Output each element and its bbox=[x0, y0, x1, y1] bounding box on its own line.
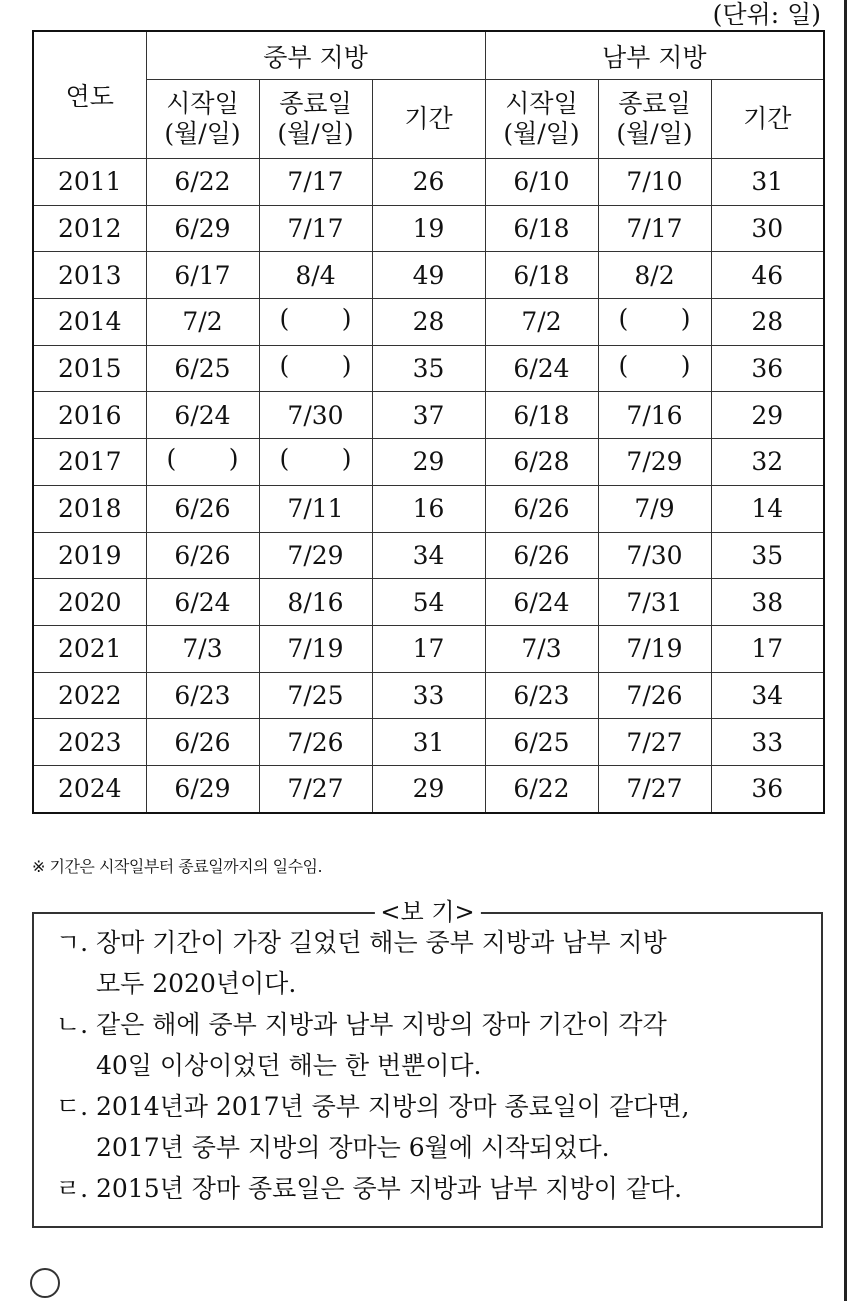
south-period-cell: 30 bbox=[711, 205, 824, 252]
central-end-cell bbox=[259, 299, 372, 346]
central-end-cell: 7/30 bbox=[259, 392, 372, 439]
south-end-cell: 7/31 bbox=[598, 579, 711, 626]
central-period-cell: 34 bbox=[372, 532, 485, 579]
south-start-cell: 6/26 bbox=[485, 485, 598, 532]
central-period-cell: 31 bbox=[372, 719, 485, 766]
south-start-cell: 6/23 bbox=[485, 672, 598, 719]
bogi-text: 같은 해에 중부 지방과 남부 지방의 장마 기간이 각각 bbox=[96, 1010, 667, 1039]
bogi-mark: ㄷ. bbox=[56, 1092, 89, 1121]
central-end-cell bbox=[259, 345, 372, 392]
south-period-cell: 46 bbox=[711, 252, 824, 299]
central-period-cell: 19 bbox=[372, 205, 485, 252]
table-row bbox=[33, 579, 824, 626]
year-cell: 2019 bbox=[33, 532, 146, 579]
year-cell: 2024 bbox=[33, 765, 146, 812]
south-start-cell: 6/18 bbox=[485, 205, 598, 252]
south-start-cell: 6/24 bbox=[485, 579, 598, 626]
table-row bbox=[33, 392, 824, 439]
central-start-cell: 6/29 bbox=[146, 765, 259, 812]
bogi-text-cont: 40일 이상이었던 해는 한 번뿐이다. bbox=[96, 1051, 482, 1080]
header-central-start: 시작일 (월/일) bbox=[146, 80, 259, 159]
year-cell: 2020 bbox=[33, 579, 146, 626]
south-end-cell: 7/16 bbox=[598, 392, 711, 439]
header-south-period: 기간 bbox=[711, 80, 824, 159]
year-cell: 2013 bbox=[33, 252, 146, 299]
south-period-cell: 31 bbox=[711, 159, 824, 206]
south-start-cell: 6/25 bbox=[485, 719, 598, 766]
south-start-cell: 6/28 bbox=[485, 439, 598, 486]
central-start-cell: 6/29 bbox=[146, 205, 259, 252]
bogi-mark: ㄹ. bbox=[56, 1174, 89, 1203]
central-end-cell: 7/19 bbox=[259, 625, 372, 672]
table-row bbox=[33, 205, 824, 252]
year-cell: 2018 bbox=[33, 485, 146, 532]
year-cell: 2011 bbox=[33, 159, 146, 206]
south-period-cell: 33 bbox=[711, 719, 824, 766]
central-start-cell: 6/26 bbox=[146, 719, 259, 766]
central-period-cell: 54 bbox=[372, 579, 485, 626]
central-period-cell: 29 bbox=[372, 439, 485, 486]
south-end-cell bbox=[598, 299, 711, 346]
central-end-cell: 8/16 bbox=[259, 579, 372, 626]
header-year: 연도 bbox=[33, 31, 146, 159]
central-start-cell: 6/24 bbox=[146, 579, 259, 626]
year-cell: 2023 bbox=[33, 719, 146, 766]
central-start-cell: 7/2 bbox=[146, 299, 259, 346]
blank-paren: ( ) bbox=[618, 304, 691, 334]
header-central-end: 종료일 (월/일) bbox=[259, 80, 372, 159]
central-period-cell: 37 bbox=[372, 392, 485, 439]
blank-paren: ( ) bbox=[279, 351, 352, 381]
table-row bbox=[33, 672, 824, 719]
central-end-cell: 7/26 bbox=[259, 719, 372, 766]
year-cell: 2015 bbox=[33, 345, 146, 392]
header-south-start: 시작일 (월/일) bbox=[485, 80, 598, 159]
blank-paren: ( ) bbox=[279, 444, 352, 474]
rainy-season-table bbox=[32, 30, 825, 814]
south-end-cell: 7/19 bbox=[598, 625, 711, 672]
south-end-cell: 7/26 bbox=[598, 672, 711, 719]
south-period-cell: 14 bbox=[711, 485, 824, 532]
central-start-cell: 6/23 bbox=[146, 672, 259, 719]
central-end-cell: 7/17 bbox=[259, 205, 372, 252]
central-period-cell: 49 bbox=[372, 252, 485, 299]
table-row bbox=[33, 625, 824, 672]
south-end-cell: 7/9 bbox=[598, 485, 711, 532]
central-start-cell: 6/17 bbox=[146, 252, 259, 299]
bogi-text: 장마 기간이 가장 길었던 해는 중부 지방과 남부 지방 bbox=[96, 928, 667, 957]
central-end-cell: 7/11 bbox=[259, 485, 372, 532]
header-south-end: 종료일 (월/일) bbox=[598, 80, 711, 159]
south-start-cell: 6/10 bbox=[485, 159, 598, 206]
header-south: 남부 지방 bbox=[485, 31, 824, 80]
page-divider-line bbox=[844, 0, 847, 1301]
central-period-cell: 33 bbox=[372, 672, 485, 719]
table-row bbox=[33, 765, 824, 812]
south-start-cell: 6/18 bbox=[485, 252, 598, 299]
central-start-cell: 6/25 bbox=[146, 345, 259, 392]
unit-label: (단위: 일) bbox=[712, 0, 821, 29]
bogi-text-cont: 2017년 중부 지방의 장마는 6월에 시작되었다. bbox=[96, 1133, 610, 1162]
central-period-cell: 26 bbox=[372, 159, 485, 206]
table-row bbox=[33, 532, 824, 579]
south-start-cell: 6/24 bbox=[485, 345, 598, 392]
table-row bbox=[33, 345, 824, 392]
central-end-cell: 7/25 bbox=[259, 672, 372, 719]
bogi-mark: ㄱ. bbox=[56, 928, 89, 957]
central-end-cell: 7/17 bbox=[259, 159, 372, 206]
central-end-cell: 7/29 bbox=[259, 532, 372, 579]
bogi-item-2 bbox=[56, 1004, 816, 1086]
central-start-cell: 6/22 bbox=[146, 159, 259, 206]
table-row bbox=[33, 485, 824, 532]
choice-circle-icon bbox=[30, 1268, 60, 1298]
table-row bbox=[33, 252, 824, 299]
south-start-cell: 6/26 bbox=[485, 532, 598, 579]
bogi-item-1 bbox=[56, 922, 816, 1004]
south-end-cell bbox=[598, 345, 711, 392]
header-central: 중부 지방 bbox=[146, 31, 485, 80]
bogi-box bbox=[32, 898, 823, 1228]
south-end-cell: 7/30 bbox=[598, 532, 711, 579]
south-period-cell: 36 bbox=[711, 765, 824, 812]
blank-paren: ( ) bbox=[618, 351, 691, 381]
year-cell: 2021 bbox=[33, 625, 146, 672]
year-cell: 2012 bbox=[33, 205, 146, 252]
south-start-cell: 6/18 bbox=[485, 392, 598, 439]
blank-paren: ( ) bbox=[279, 304, 352, 334]
south-start-cell: 7/3 bbox=[485, 625, 598, 672]
central-period-cell: 35 bbox=[372, 345, 485, 392]
central-end-cell bbox=[259, 439, 372, 486]
south-period-cell: 38 bbox=[711, 579, 824, 626]
south-end-cell: 8/2 bbox=[598, 252, 711, 299]
bogi-item-4 bbox=[56, 1168, 816, 1209]
blank-paren: ( ) bbox=[166, 444, 239, 474]
south-period-cell: 32 bbox=[711, 439, 824, 486]
south-period-cell: 17 bbox=[711, 625, 824, 672]
south-period-cell: 35 bbox=[711, 532, 824, 579]
year-cell: 2014 bbox=[33, 299, 146, 346]
bogi-text: 2015년 장마 종료일은 중부 지방과 남부 지방이 같다. bbox=[96, 1174, 683, 1203]
bogi-title: <보 기> bbox=[374, 898, 480, 926]
central-end-cell: 8/4 bbox=[259, 252, 372, 299]
year-cell: 2017 bbox=[33, 439, 146, 486]
south-period-cell: 36 bbox=[711, 345, 824, 392]
central-start-cell bbox=[146, 439, 259, 486]
table-row bbox=[33, 719, 824, 766]
central-period-cell: 16 bbox=[372, 485, 485, 532]
header-central-period: 기간 bbox=[372, 80, 485, 159]
south-end-cell: 7/10 bbox=[598, 159, 711, 206]
central-start-cell: 7/3 bbox=[146, 625, 259, 672]
south-start-cell: 7/2 bbox=[485, 299, 598, 346]
central-period-cell: 29 bbox=[372, 765, 485, 812]
south-end-cell: 7/27 bbox=[598, 765, 711, 812]
central-period-cell: 28 bbox=[372, 299, 485, 346]
bogi-item-3 bbox=[56, 1086, 816, 1168]
south-period-cell: 34 bbox=[711, 672, 824, 719]
footnote: ※ 기간은 시작일부터 종료일까지의 일수임. bbox=[32, 857, 323, 876]
south-period-cell: 29 bbox=[711, 392, 824, 439]
south-end-cell: 7/17 bbox=[598, 205, 711, 252]
year-cell: 2016 bbox=[33, 392, 146, 439]
central-end-cell: 7/27 bbox=[259, 765, 372, 812]
table-row bbox=[33, 439, 824, 486]
bogi-text-cont: 모두 2020년이다. bbox=[96, 969, 297, 998]
central-start-cell: 6/24 bbox=[146, 392, 259, 439]
table-row bbox=[33, 159, 824, 206]
central-start-cell: 6/26 bbox=[146, 485, 259, 532]
table-row bbox=[33, 299, 824, 346]
central-period-cell: 17 bbox=[372, 625, 485, 672]
south-start-cell: 6/22 bbox=[485, 765, 598, 812]
south-end-cell: 7/29 bbox=[598, 439, 711, 486]
south-period-cell: 28 bbox=[711, 299, 824, 346]
year-cell: 2022 bbox=[33, 672, 146, 719]
south-end-cell: 7/27 bbox=[598, 719, 711, 766]
bogi-mark: ㄴ. bbox=[56, 1010, 89, 1039]
bogi-text: 2014년과 2017년 중부 지방의 장마 종료일이 같다면, bbox=[96, 1092, 690, 1121]
central-start-cell: 6/26 bbox=[146, 532, 259, 579]
